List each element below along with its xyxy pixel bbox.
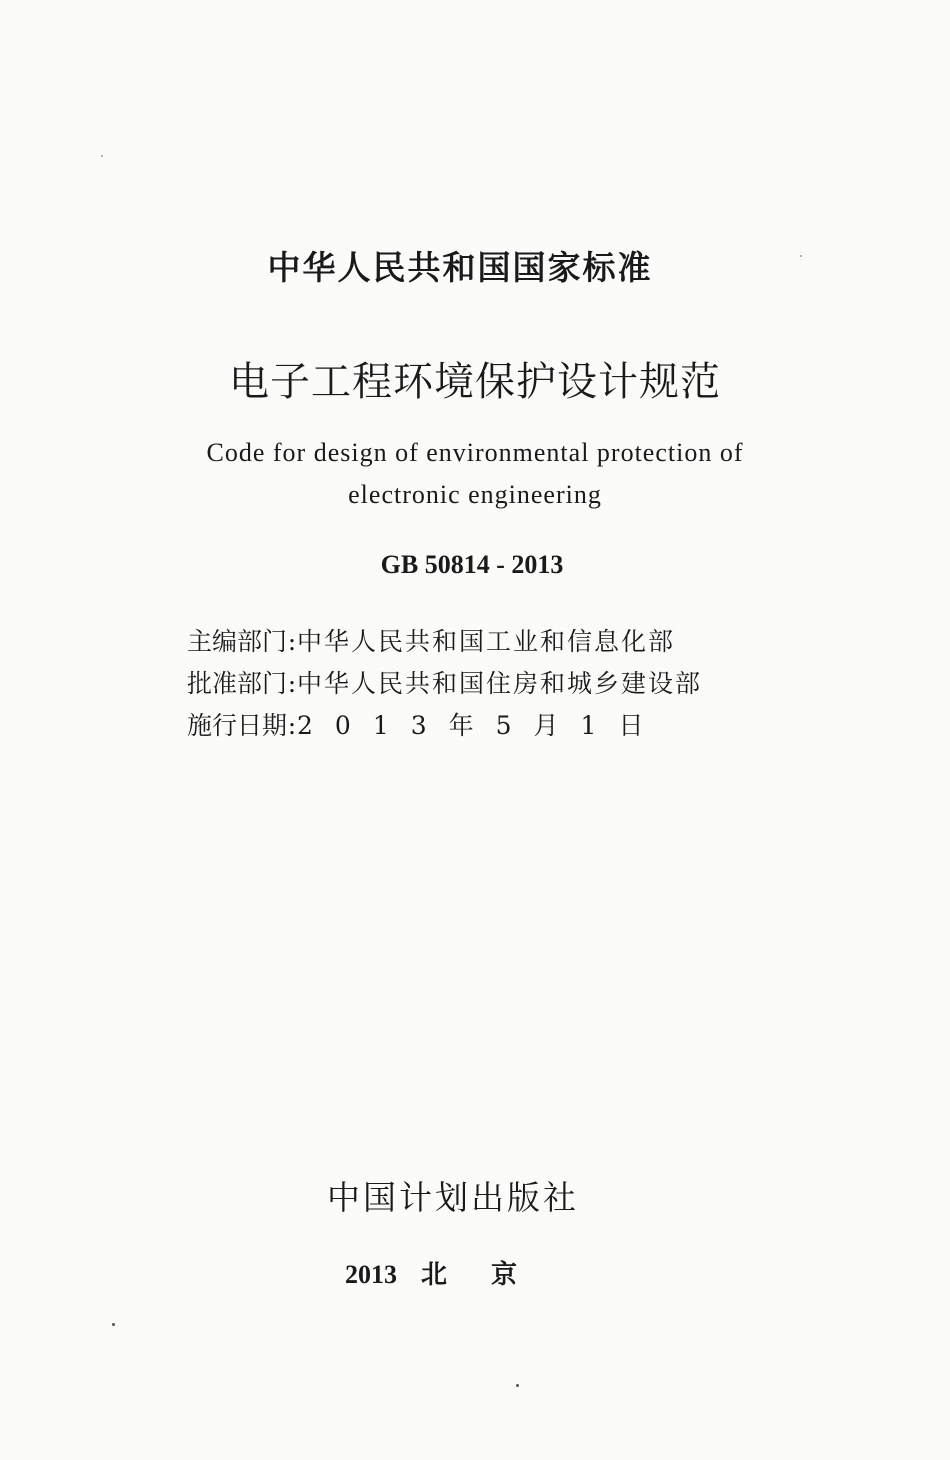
document-title-chinese: 电子工程环境保护设计规范	[229, 359, 721, 405]
publication-year: 2013	[344, 1260, 397, 1289]
editor-department-label: 主编部门	[187, 627, 288, 656]
scan-speck	[112, 1323, 115, 1326]
document-title-english-line-2: electronic engineering	[348, 480, 602, 509]
effective-date-value: 2013年5月1日	[297, 711, 666, 740]
scan-speck	[101, 155, 103, 157]
effective-date-row	[187, 706, 665, 742]
scan-speck	[800, 255, 802, 257]
standard-series-heading: 中华人民共和国国家标准	[267, 248, 653, 287]
publisher-name: 中国计划出版社	[327, 1178, 579, 1217]
publication-city: 北京	[420, 1260, 561, 1289]
colon-separator: :	[287, 711, 297, 740]
approver-department-label: 批准部门	[187, 669, 288, 698]
editor-department-row	[187, 622, 675, 658]
editor-department-value: 中华人民共和国工业和信息化部	[297, 627, 676, 656]
approver-department-value: 中华人民共和国住房和城乡建设部	[297, 669, 703, 698]
standard-code: GB 50814 - 2013	[380, 550, 564, 579]
scan-speck	[516, 1384, 519, 1387]
publication-year-place	[0, 1254, 928, 1291]
colon-separator: :	[287, 627, 297, 656]
document-title-english-line-1: Code for design of environmental protection of	[206, 438, 744, 467]
effective-date-label: 施行日期	[187, 711, 288, 740]
colon-separator: :	[287, 669, 297, 698]
approver-department-row	[187, 664, 702, 700]
